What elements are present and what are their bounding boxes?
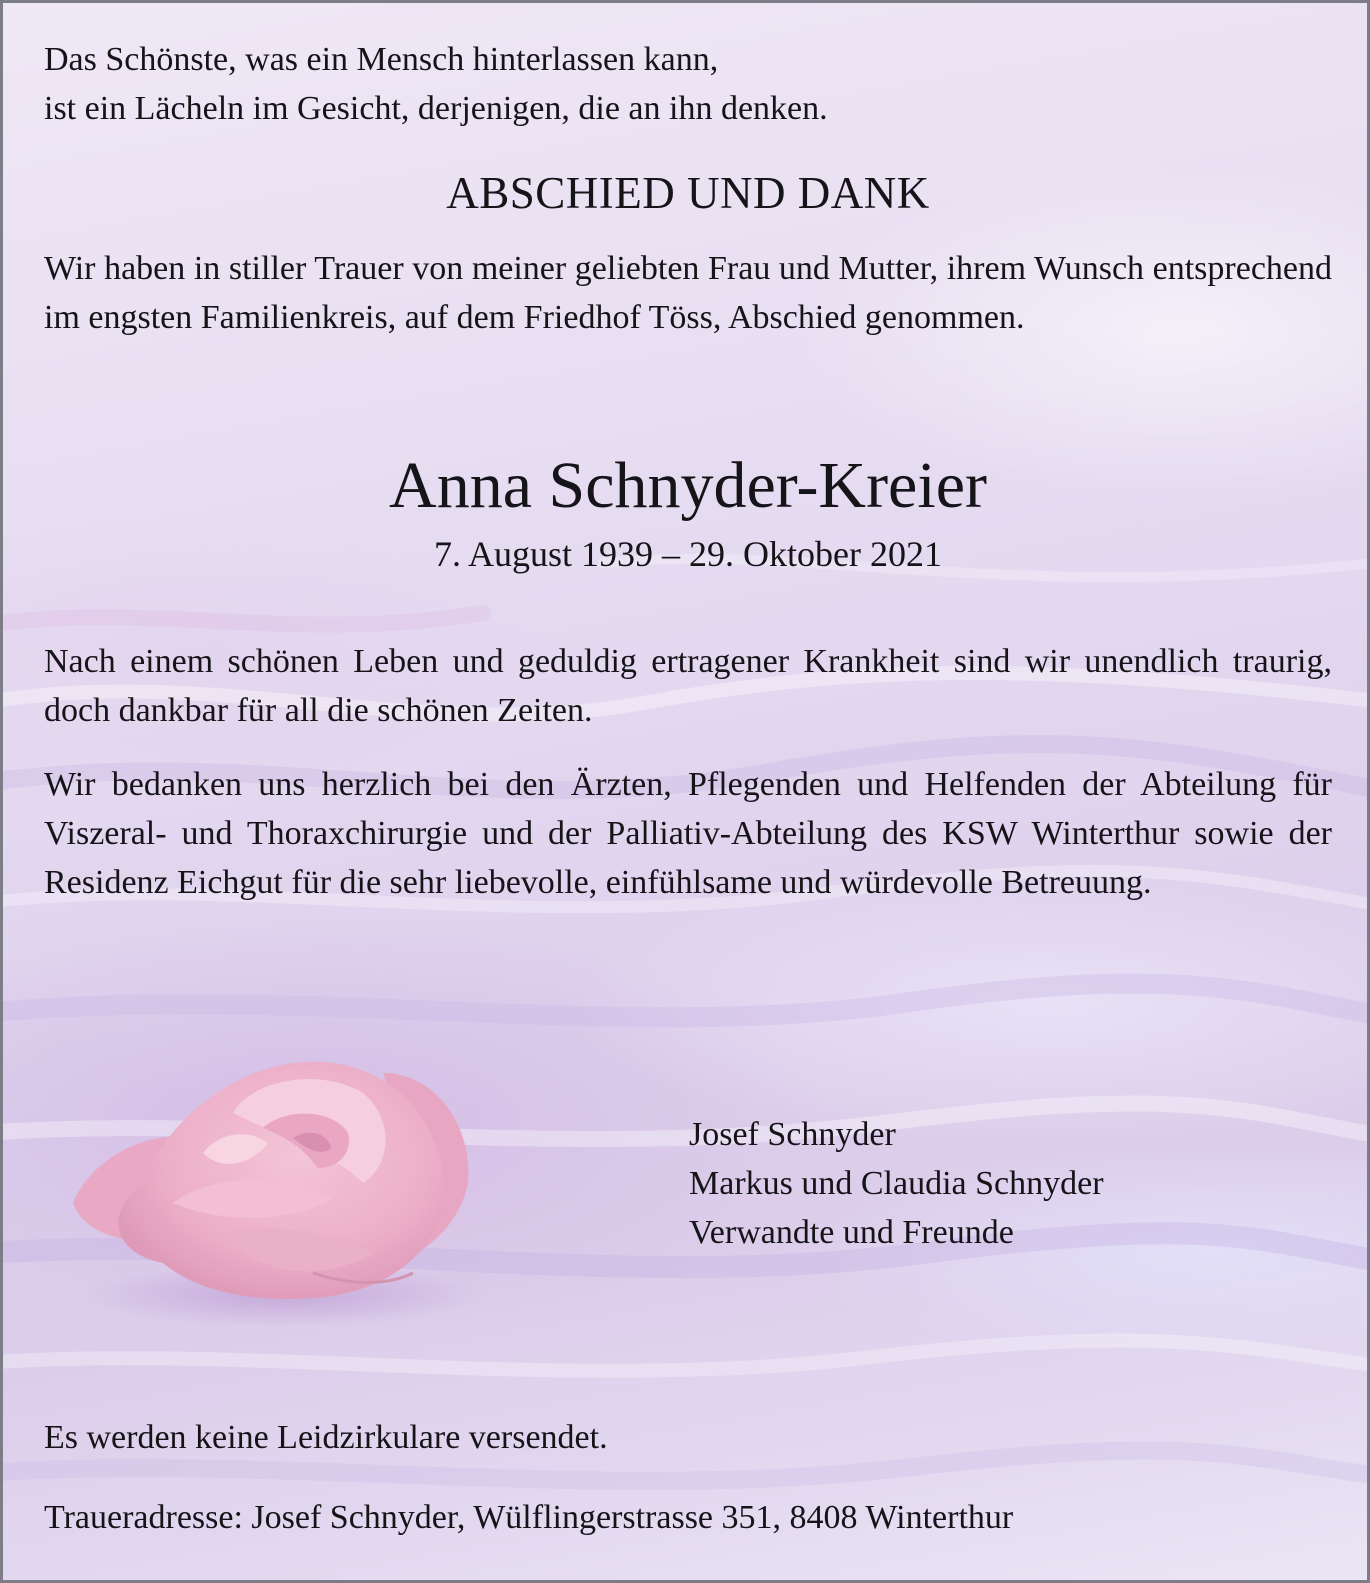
- intro-paragraph: Wir haben in stiller Trauer von meiner geliebten Frau und Mutter, ihrem Wunsch entsprechend im engsten Familienkreis, auf dem Friedhof Töss, Abschied genommen.: [44, 250, 1332, 336]
- motto-line-1: Das Schönste, was ein Mensch hinterlassen kann,: [44, 41, 719, 78]
- deceased-name: Anna Schnyder-Kreier: [389, 449, 987, 522]
- circular-note: Es werden keine Leidzirkulare versendet.: [44, 1419, 608, 1456]
- thanks-paragraph: Wir bedanken uns herzlich bei den Ärzten, Pflegenden und Helfenden der Abteilung für Viszeral- und Thoraxchirurgie und der Palliativ-Abteilung des KSW Winterthur sowie der Residenz Eichgut für die sehr liebevolle, einfühlsame und würdevolle Betreuung.: [44, 766, 1332, 901]
- rose-icon: [53, 1033, 493, 1333]
- mourners-list: [689, 1110, 1104, 1257]
- memorial-motto: [44, 35, 1324, 133]
- notice-heading: ABSCHIED UND DANK: [446, 168, 930, 218]
- mourner-3: Verwandte und Freunde: [689, 1214, 1014, 1251]
- mourner-1: Josef Schnyder: [689, 1116, 896, 1153]
- mourner-2: Markus und Claudia Schnyder: [689, 1165, 1104, 1202]
- life-dates: 7. August 1939 – 29. Oktober 2021: [434, 534, 942, 574]
- mourning-address: Traueradresse: Josef Schnyder, Wülflingerstrasse 351, 8408 Winterthur: [44, 1499, 1014, 1536]
- gratitude-paragraph: Nach einem schönen Leben und geduldig ertragener Krankheit sind wir unendlich traurig, doch dankbar für all die schönen Zeiten.: [44, 643, 1332, 729]
- motto-line-2: ist ein Lächeln im Gesicht, derjenigen, die an ihn denken.: [44, 90, 828, 127]
